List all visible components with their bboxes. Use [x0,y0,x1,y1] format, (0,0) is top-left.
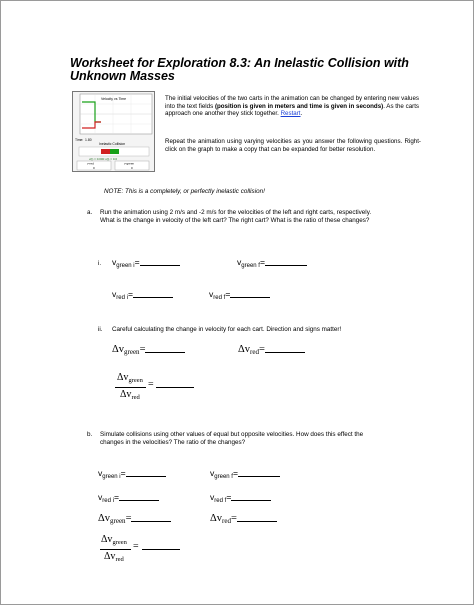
time-label: Time: [75,138,84,142]
part-ii-text: Careful calculating the change in velocity for each cart. Direction and signs matter! [112,326,342,333]
v-green-initial-a: $v_{green i}=$ [112,257,180,269]
intro-paragraph: The initial velocities of the two carts in the animation can be changed by entering new values into the text fields (position is given in meters and time is given in seconds). As the carts approach one another they stick together. Restart. [165,95,420,117]
answer-blank[interactable] [119,492,159,501]
ratio-numerator-b: $\Delta v_{green}$ [101,534,127,546]
question-b-line1: Simulate collisions using other values of equal but opposite velocities. How does this effect the [100,431,364,438]
answer-blank[interactable] [265,344,305,353]
ratio-numerator-a: $\Delta v_{green}$ [117,372,143,384]
position-readout: v(t) = 0.000 x(t) = 0.0 [89,157,118,161]
time-value: 1.80 [85,138,92,142]
velocity-graph[interactable] [73,92,154,171]
v-red-final-a: $v_{red f}=$ [209,289,270,301]
intro-text: The initial velocities of the two carts in the animation can be changed by entering new values into the text fields [165,95,419,110]
note-text: NOTE: This is a completely, or perfectly inelastic collision! [104,188,265,195]
question-a-letter: a. [87,209,93,216]
ratio-equals-b: = [133,541,139,552]
page-title-line2: Unknown Masses [70,69,175,83]
simulation-thumbnail[interactable] [72,91,155,172]
question-b-line2: changes in the velocities? The ratio of the changes? [100,439,246,446]
ratio-denominator-b: $\Delta v_{red}$ [104,551,124,563]
red-velocity-header: v-red [87,161,94,166]
answer-blank[interactable] [265,257,307,266]
ratio-answer-blank-b[interactable] [142,549,180,550]
delta-v-red-b: $\Delta v_{red}=$ [210,513,277,525]
delta-v-green-b: $\Delta v_{green}=$ [98,513,171,525]
green-velocity-header: v-green [124,161,135,166]
answer-blank[interactable] [238,468,280,477]
red-cart [101,149,110,154]
answer-blank[interactable] [231,492,271,501]
intro-bold-text: (position is given in meters and time is given in seconds) [214,102,384,110]
v-red-final-b: $v_{red f}=$ [210,492,271,504]
green-velocity-field[interactable]: 0 [131,166,133,170]
answer-blank[interactable] [230,289,270,298]
fraction-bar [100,549,131,550]
v-green-initial-b: $v_{green i}=$ [98,468,166,480]
restart-link[interactable]: Restart [280,110,301,117]
repeat-paragraph: Repeat the animation using varying velocities as you answer the following questions. Right-click on the graph to make a copy that can be expanded for better resolution. [165,138,421,153]
answer-blank[interactable] [131,513,171,522]
question-a-line1: Run the animation using 2 m/s and -2 m/s for the velocities of the left and right carts, respectively. [100,209,372,216]
question-a-line2: What is the change in velocity of the left cart? The right cart? What is the ratio of these changes? [100,217,370,224]
green-cart [110,149,119,154]
question-b-letter: b. [87,431,93,438]
fraction-bar [115,387,146,388]
plot-title: Velocity vs Time [101,97,127,101]
answer-blank[interactable] [126,468,166,477]
ratio-equals-a: = [148,379,154,390]
simulation-label: Inelastic Collision [99,142,126,146]
part-i-label: i. [98,260,102,267]
v-green-final-a: $v_{green f}=$ [237,257,307,269]
part-ii-label: ii. [98,326,103,333]
delta-v-green-a: $\Delta v_{green}=$ [112,344,185,356]
ratio-answer-blank-a[interactable] [156,387,194,388]
v-red-initial-a: $v_{red i}=$ [112,289,173,301]
delta-v-red-a: $\Delta v_{red}=$ [238,344,305,356]
intro-text-2: . As the carts approach one another they stick together. [165,102,420,117]
ratio-denominator-a: $\Delta v_{red}$ [120,389,140,401]
v-red-initial-b: $v_{red i}=$ [98,492,159,504]
answer-blank[interactable] [145,344,185,353]
answer-blank[interactable] [140,257,180,266]
v-green-final-b: $v_{green f}=$ [210,468,280,480]
answer-blank[interactable] [237,513,277,522]
answer-blank[interactable] [133,289,173,298]
page-title: Worksheet for Exploration 8.3: An Inelastic Collision with [70,56,409,70]
red-velocity-field[interactable]: 0 [93,166,95,170]
